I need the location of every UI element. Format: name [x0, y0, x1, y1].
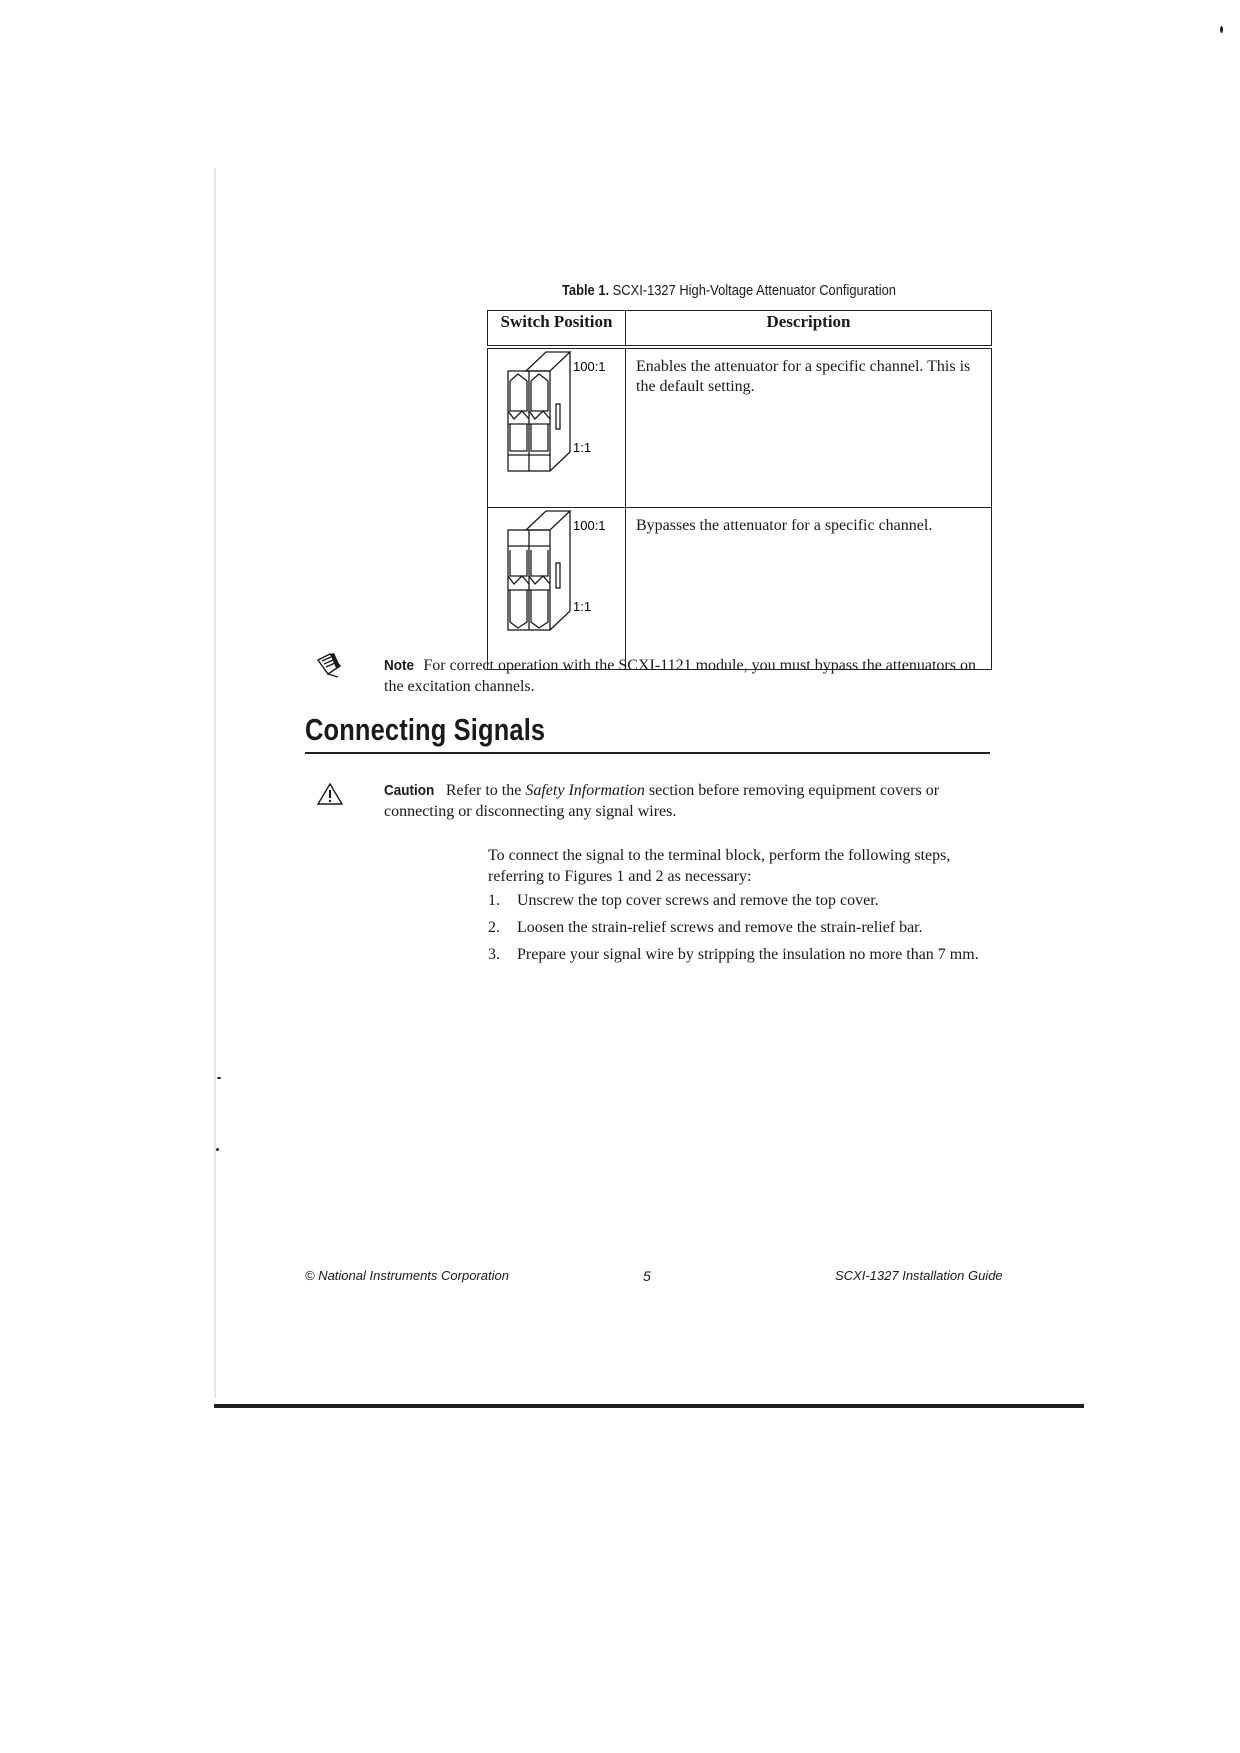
- step-number: 2.: [488, 919, 500, 936]
- table-header-row: [488, 311, 992, 348]
- switch-position-cell: [488, 347, 626, 508]
- caution-text-after: section before removing equipment covers or connecting or disconnecting any signal wires.: [384, 782, 940, 820]
- caution-label: Caution: [384, 782, 435, 799]
- caution-text-before: Refer to the: [445, 782, 526, 799]
- step-number: 3.: [488, 946, 500, 963]
- list-item: [488, 917, 998, 938]
- switch-top-label: 100:1: [573, 518, 606, 533]
- footer-copyright: © National Instruments Corporation: [305, 1268, 509, 1283]
- switch-bottom-label: 1:1: [573, 599, 592, 614]
- switch-100-1-diagram: [488, 349, 624, 489]
- scan-speck: [216, 1148, 219, 1151]
- step-text: Unscrew the top cover screws and remove the top cover.: [517, 892, 879, 909]
- table-row: [488, 508, 992, 670]
- page-bottom-edge: [214, 1404, 1084, 1408]
- page-left-edge: [214, 168, 216, 1398]
- list-item: [488, 890, 998, 911]
- switch-position-cell: [488, 508, 626, 670]
- procedure-steps: [488, 890, 998, 971]
- step-text: Prepare your signal wire by stripping the insulation no more than 7 mm.: [517, 946, 979, 963]
- step-text: Loosen the strain-relief screws and remove the strain-relief bar.: [517, 919, 923, 936]
- caution-block: [384, 780, 974, 822]
- switch-bottom-label: 1:1: [573, 440, 592, 455]
- table-caption-text: SCXI-1327 High-Voltage Attenuator Configuration: [612, 282, 896, 299]
- attenuator-config-table: [487, 310, 992, 670]
- table-row: [488, 347, 992, 508]
- caution-triangle-icon: [316, 782, 344, 806]
- switch-top-label: 100:1: [573, 359, 606, 374]
- description-cell: Enables the attenuator for a specific channel. This is the default setting.: [626, 347, 992, 508]
- section-divider: [305, 752, 990, 754]
- caution-text-emphasis: Safety Information: [525, 782, 645, 799]
- note-text: For correct operation with the SCXI-1121 module, you must bypass the attenuators on the excitation channels.: [384, 657, 976, 695]
- note-label: Note: [384, 657, 415, 674]
- description-cell: Bypasses the attenuator for a specific channel.: [626, 508, 992, 670]
- table-caption-label: Table 1.: [562, 282, 610, 299]
- procedure-intro: To connect the signal to the terminal block, perform the following steps, referring to Figures 1 and 2 as necessary:: [488, 847, 951, 885]
- footer-page-number: 5: [643, 1268, 651, 1284]
- footer-document-title: SCXI-1327 Installation Guide: [835, 1268, 1003, 1283]
- switch-1-1-diagram: [488, 508, 624, 651]
- note-block: [384, 655, 994, 697]
- note-pencil-icon: [316, 652, 342, 678]
- header-switch-position: Switch Position: [488, 311, 626, 348]
- scan-speck: [1220, 26, 1223, 33]
- scan-speck: [217, 1077, 221, 1079]
- step-number: 1.: [488, 892, 500, 909]
- list-item: [488, 944, 998, 965]
- header-description: Description: [626, 311, 992, 348]
- table-caption: [562, 282, 975, 299]
- section-title: Connecting Signals: [305, 712, 546, 747]
